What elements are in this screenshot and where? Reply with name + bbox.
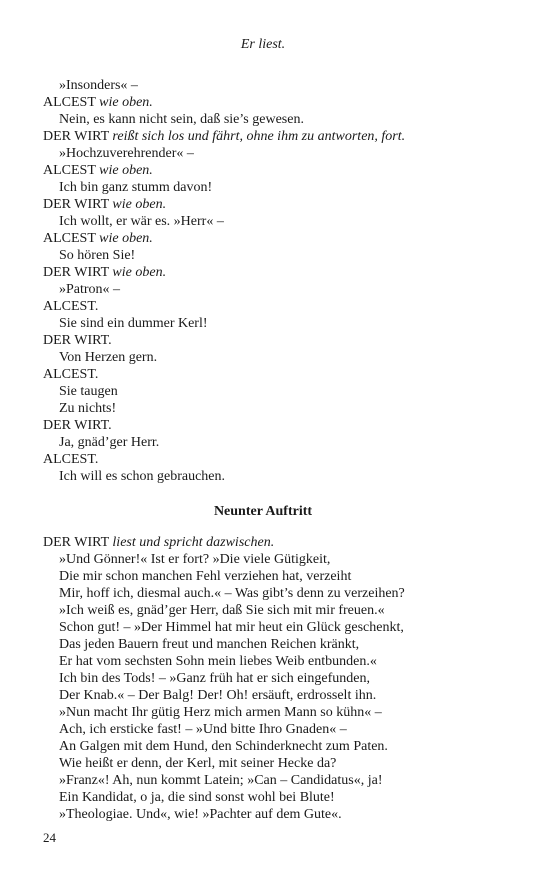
speaker-name: DER WIRT. (43, 418, 112, 433)
speaker-name: DER WIRT. (43, 333, 112, 348)
page-body (43, 36, 513, 823)
verse-line: Ich bin des Tods! – »Ganz früh hat er sich eingefunden, (59, 671, 370, 686)
speaker-line (43, 332, 513, 349)
verse-line: Ach, ich ersticke fast! – »Und bitte Ihro Gnaden« – (59, 722, 347, 737)
scene-dialogue (43, 77, 513, 485)
verse-line: »Franz«! Ah, nun kommt Latein; »Can – Candidatus«, ja! (59, 773, 383, 788)
dialogue-line: Zu nichts! (59, 401, 117, 416)
speaker-line (43, 128, 513, 145)
dialogue-line: »Hochzuverehrender« – (59, 146, 194, 161)
speaker-name: ALCEST. (43, 452, 99, 467)
dialogue-line: »Patron« – (59, 282, 121, 297)
speaker-name: ALCEST (43, 231, 96, 246)
verse-line: »Ich weiß es, gnäd’ger Herr, daß Sie sich mit mir freuen.« (59, 603, 385, 618)
verse-line: An Galgen mit dem Hund, den Schinderknecht zum Paten. (59, 739, 388, 754)
speaker-name: DER WIRT (43, 535, 109, 550)
speaker-line (43, 366, 513, 383)
speaker-line (43, 451, 513, 468)
speaker-name: ALCEST. (43, 299, 99, 314)
dialogue-line: Nein, es kann nicht sein, daß sie’s gewesen. (59, 112, 304, 127)
dialogue-line: Ich bin ganz stumm davon! (59, 180, 213, 195)
verse-line: »Theologiae. Und«, wie! »Pachter auf dem Gute«. (59, 807, 342, 822)
verse-line: Ein Kandidat, o ja, die sind sonst wohl bei Blute! (59, 790, 335, 805)
speaker-line (43, 534, 513, 551)
dialogue-line: Von Herzen gern. (59, 350, 158, 365)
speaker-line (43, 230, 513, 247)
stage-direction: Er liest. (240, 37, 286, 52)
verse-line: Mir, hoff ich, diesmal auch.« – Was gibt’s denn zu verzeihen? (59, 586, 405, 601)
speaker-name: ALCEST (43, 163, 96, 178)
verse-line: »Und Gönner!« Ist er fort? »Die viele Gütigkeit, (59, 552, 331, 567)
verse-line: Schon gut! – »Der Himmel hat mir heut ein Glück geschenkt, (59, 620, 404, 635)
verse-line: Der Knab.« – Der Balg! Der! Oh! ersäuft, erdrosselt ihn. (59, 688, 377, 703)
speaker-name: ALCEST. (43, 367, 99, 382)
speaker-name: DER WIRT (43, 129, 109, 144)
dialogue-line: Sie taugen (59, 384, 118, 399)
dialogue-line: Sie sind ein dummer Kerl! (59, 316, 208, 331)
dialogue-line: Ich will es schon gebrauchen. (59, 469, 225, 484)
speaker-line (43, 162, 513, 179)
stage-direction: reißt sich los und fährt, ohne ihm zu antworten, fort. (112, 129, 406, 144)
verse-line: Er hat vom sechsten Sohn mein liebes Weib entbunden.« (59, 654, 377, 669)
stage-direction: wie oben. (99, 163, 153, 178)
speaker-name: ALCEST (43, 95, 96, 110)
stage-direction: wie oben. (99, 95, 153, 110)
speaker-line (43, 264, 513, 281)
verse-line: Das jeden Bauern freut und manchen Reichen kränkt, (59, 637, 360, 652)
dialogue-line: Ja, gnäd’ger Herr. (59, 435, 160, 450)
scene-heading: Neunter Auftritt (213, 504, 313, 519)
stage-direction: wie oben. (112, 265, 167, 280)
verse-line: Die mir schon manchen Fehl verziehen hat, verzeiht (59, 569, 352, 584)
dialogue-line: »Insonders« – (59, 78, 138, 93)
stage-direction: wie oben. (112, 197, 167, 212)
speaker-line (43, 94, 513, 111)
speaker-name: DER WIRT (43, 197, 109, 212)
verse-line: »Nun macht Ihr gütig Herz mich armen Mann so kühn« – (59, 705, 382, 720)
verse-line: Wie heißt er denn, der Kerl, mit seiner Hecke da? (59, 756, 337, 771)
page-number: 24 (43, 830, 56, 845)
speaker-line (43, 298, 513, 315)
speaker-name: DER WIRT (43, 265, 109, 280)
stage-direction: wie oben. (99, 231, 153, 246)
dialogue-line: So hören Sie! (59, 248, 136, 263)
stage-direction: liest und spricht dazwischen. (112, 535, 275, 550)
verse-block (43, 551, 513, 823)
speaker-line (43, 196, 513, 213)
dialogue-line: Ich wollt, er wär es. »Herr« – (59, 214, 224, 229)
speaker-line (43, 417, 513, 434)
